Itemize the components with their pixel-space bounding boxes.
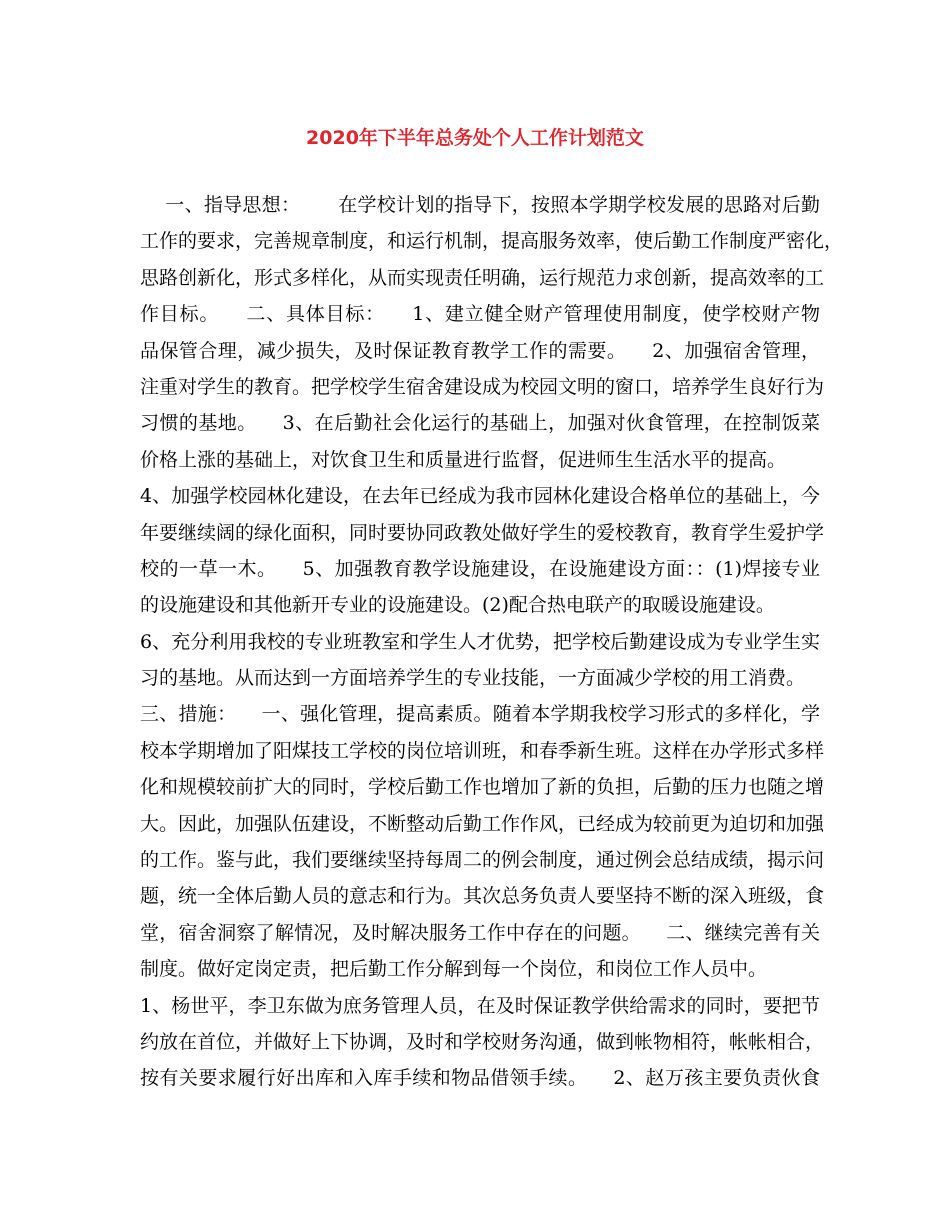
body-line: 一、指导思想： 在学校计划的指导下，按照本学期学校发展的思路对后勤 [140,194,820,216]
body-line: 作目标。 二、具体目标： 1、建立健全财产管理使用制度，使学校财产物 [140,303,820,326]
body-line: 年要继续阔的绿化面积，同时要协同政教处做好学生的爱校教育，教育学生爱护学 [140,521,825,544]
body-line: 习的基地。从而达到一方面培养学生的专业技能，一方面减少学校的用工消费。 [140,667,806,690]
body-line: 工作的要求，完善规章制度，和运行机制，提高服务效率，使后勤工作制度严密化， [140,230,844,253]
body-line: 品保管合理，减少损失，及时保证教育教学工作的需要。 2、加强宿舍管理， [140,339,820,362]
body-line: 4、加强学校园林化建设，在去年已经成为我市园林化建设合格单位的基础上，今 [140,485,820,508]
body-line: 思路创新化，形式多样化，从而实现责任明确，运行规范力求创新，提高效率的工 [140,266,825,289]
body-line: 习惯的基地。 3、在后勤社会化运行的基础上，加强对伙食管理，在控制饭菜 [140,412,820,435]
body-line: 题，统一全体后勤人员的意志和行为。其次总务负责人要坚持不断的深入班级，食 [140,885,825,908]
body-line: 校的一草一木。 5、加强教育教学设施建设，在设施建设方面：：(1)焊接专业 [140,557,820,580]
body-line: 制度。做好定岗定责，把后勤工作分解到每一个岗位，和岗位工作人员中。 [140,958,768,981]
body-line: 的设施建设和其他新开专业的设施建设。(2)配合热电联产的取暖设施建设。 [140,594,775,617]
document-body [140,187,844,1097]
body-line: 的工作。鉴与此，我们要继续坚持每周二的例会制度，通过例会总结成绩，揭示问 [140,849,825,872]
body-line: 校本学期增加了阳煤技工学校的岗位培训班，和春季新生班。这样在办学形式多样 [140,739,825,762]
body-line: 6、充分利用我校的专业班教室和学生人才优势，把学校后勤建设成为专业学生实 [140,630,820,653]
body-line: 化和规模较前扩大的同时，学校后勤工作也增加了新的负担，后勤的压力也随之增 [140,776,825,799]
body-line: 大。因此，加强队伍建设，不断整动后勤工作作风，已经成为较前更为迫切和加强 [140,812,825,835]
body-line: 按有关要求履行好出库和入库手续和物品借领手续。 2、赵万孩主要负责伙食 [140,1067,820,1090]
body-line: 1、杨世平，李卫东做为庶务管理人员，在及时保证教学供给需求的同时，要把节 [140,994,820,1017]
body-line: 三、措施： 一、强化管理，提高素质。随着本学期我校学习形式的多样化，学 [140,703,820,726]
body-line: 堂，宿舍洞察了解情况，及时解决服务工作中存在的问题。 二、继续完善有关 [140,921,820,944]
document-title: 2020年下半年总务处个人工作计划范文 [306,127,644,149]
body-line: 约放在首位，并做好上下协调，及时和学校财务沟通，做到帐物相符，帐帐相合， [140,1030,825,1053]
body-line: 价格上涨的基础上，对饮食卫生和质量进行监督，促进师生生活水平的提高。 [140,448,787,471]
body-line: 注重对学生的教育。把学校学生宿舍建设成为校园文明的窗口，培养学生良好行为 [140,375,825,398]
